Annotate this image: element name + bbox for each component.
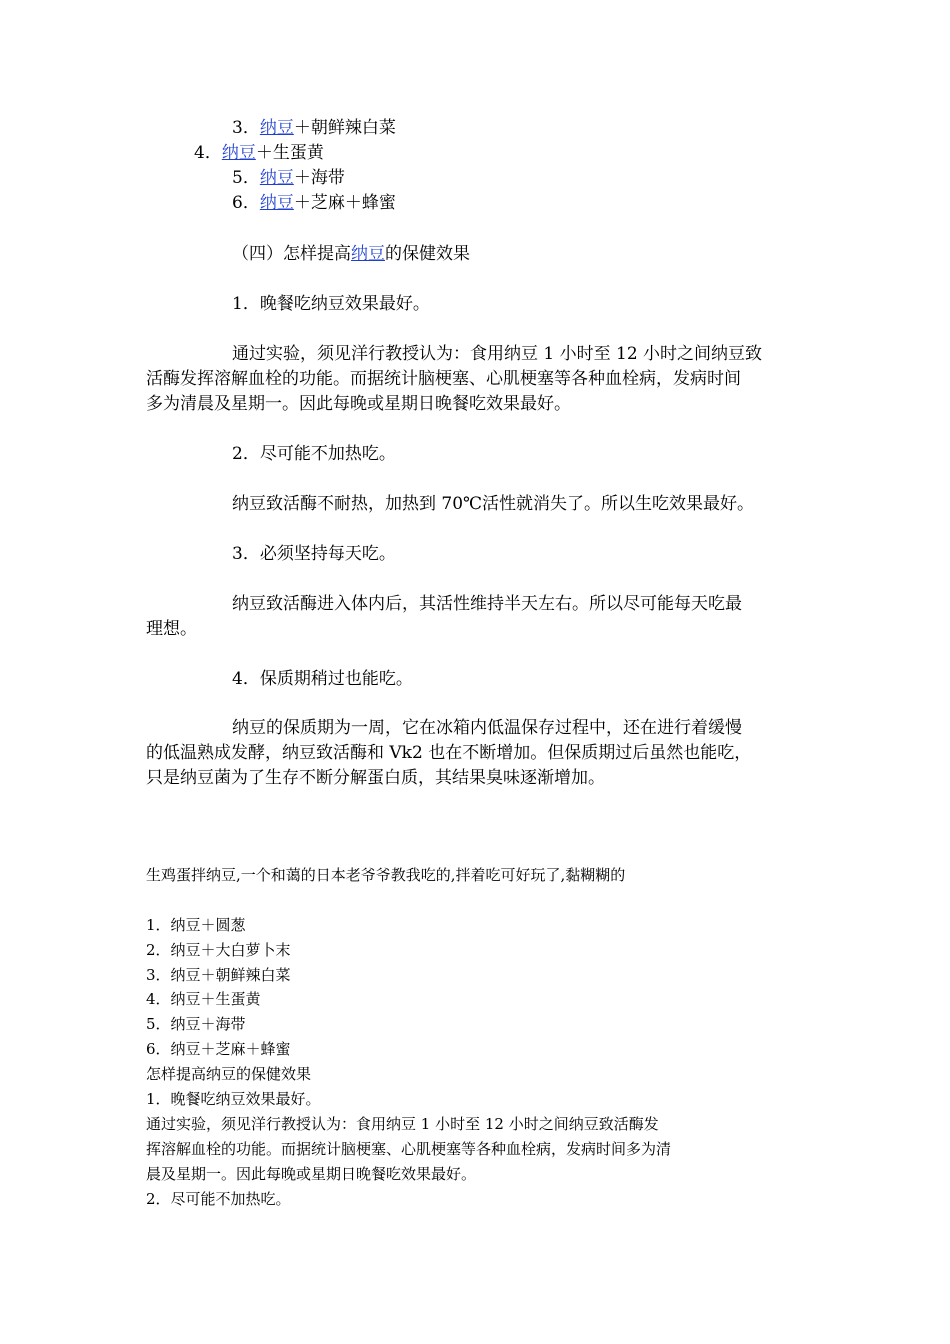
paragraph-line: 纳豆致活酶进入体内后，其活性维持半天左右。所以尽可能每天吃最 bbox=[232, 594, 742, 614]
list-item: 4．纳豆＋生蛋黄 bbox=[194, 143, 324, 163]
list-item: 4．纳豆＋生蛋黄 bbox=[146, 990, 261, 1008]
tip-heading: 2．尽可能不加热吃。 bbox=[146, 1190, 291, 1208]
paragraph-line: 晨及星期一。因此每晚或星期日晚餐吃效果最好。 bbox=[146, 1165, 477, 1183]
list-item: 6．纳豆＋芝麻＋蜂蜜 bbox=[232, 193, 396, 213]
paragraph-line: 纳豆的保质期为一周，它在冰箱内低温保存过程中，还在进行着缓慢 bbox=[232, 718, 742, 738]
natto-link[interactable]: 纳豆 bbox=[351, 244, 385, 264]
section-heading: 怎样提高纳豆的保健效果 bbox=[146, 1065, 312, 1083]
natto-link[interactable]: 纳豆 bbox=[221, 143, 256, 163]
natto-link[interactable]: 纳豆 bbox=[259, 168, 294, 188]
tip-heading: 1．晚餐吃纳豆效果最好。 bbox=[146, 1090, 321, 1108]
natto-link[interactable]: 纳豆 bbox=[259, 118, 294, 138]
paragraph-line: 挥溶解血栓的功能。而据统计脑梗塞、心肌梗塞等各种血栓病，发病时间多为清 bbox=[146, 1140, 672, 1158]
paragraph-line: 的低温熟成发酵，纳豆致活酶和 Vk2 也在不断增加。但保质期过后虽然也能吃， bbox=[146, 743, 752, 763]
list-item: 1．纳豆＋圆葱 bbox=[146, 916, 246, 934]
list-item: 3．纳豆＋朝鲜辣白菜 bbox=[146, 966, 291, 984]
intro-line: 生鸡蛋拌纳豆,一个和蔼的日本老爷爷教我吃的,拌着吃可好玩了,黏糊糊的 bbox=[146, 866, 626, 884]
paragraph-line: 多为清晨及星期一。因此每晚或星期日晚餐吃效果最好。 bbox=[146, 394, 571, 414]
paragraph-line: 活酶发挥溶解血栓的功能。而据统计脑梗塞、心肌梗塞等各种血栓病，发病时间 bbox=[146, 369, 741, 389]
paragraph-line: 只是纳豆菌为了生存不断分解蛋白质，其结果臭味逐渐增加。 bbox=[146, 768, 605, 788]
paragraph-line: 理想。 bbox=[146, 619, 197, 639]
list-item: 3．纳豆＋朝鲜辣白菜 bbox=[232, 118, 396, 138]
paragraph-line: 通过实验，须见洋行教授认为：食用纳豆 1 小时至 12 小时之间纳豆致 bbox=[232, 344, 763, 364]
list-item: 5．纳豆＋海带 bbox=[146, 1015, 246, 1033]
natto-link[interactable]: 纳豆 bbox=[259, 193, 294, 213]
list-item: 2．纳豆＋大白萝卜末 bbox=[146, 941, 291, 959]
section-heading: （四）怎样提高纳豆的保健效果 bbox=[232, 244, 470, 264]
tip-heading: 4．保质期稍过也能吃。 bbox=[232, 669, 413, 689]
list-item: 5．纳豆＋海带 bbox=[232, 168, 345, 188]
tip-heading: 3．必须坚持每天吃。 bbox=[232, 544, 396, 564]
tip-heading: 1．晚餐吃纳豆效果最好。 bbox=[232, 294, 430, 314]
paragraph-line: 通过实验，须见洋行教授认为：食用纳豆 1 小时至 12 小时之间纳豆致活酶发 bbox=[146, 1115, 659, 1133]
tip-heading: 2．尽可能不加热吃。 bbox=[232, 444, 396, 464]
list-item: 6．纳豆＋芝麻＋蜂蜜 bbox=[146, 1040, 291, 1058]
paragraph-line: 纳豆致活酶不耐热，加热到 70℃活性就消失了。所以生吃效果最好。 bbox=[232, 494, 755, 514]
